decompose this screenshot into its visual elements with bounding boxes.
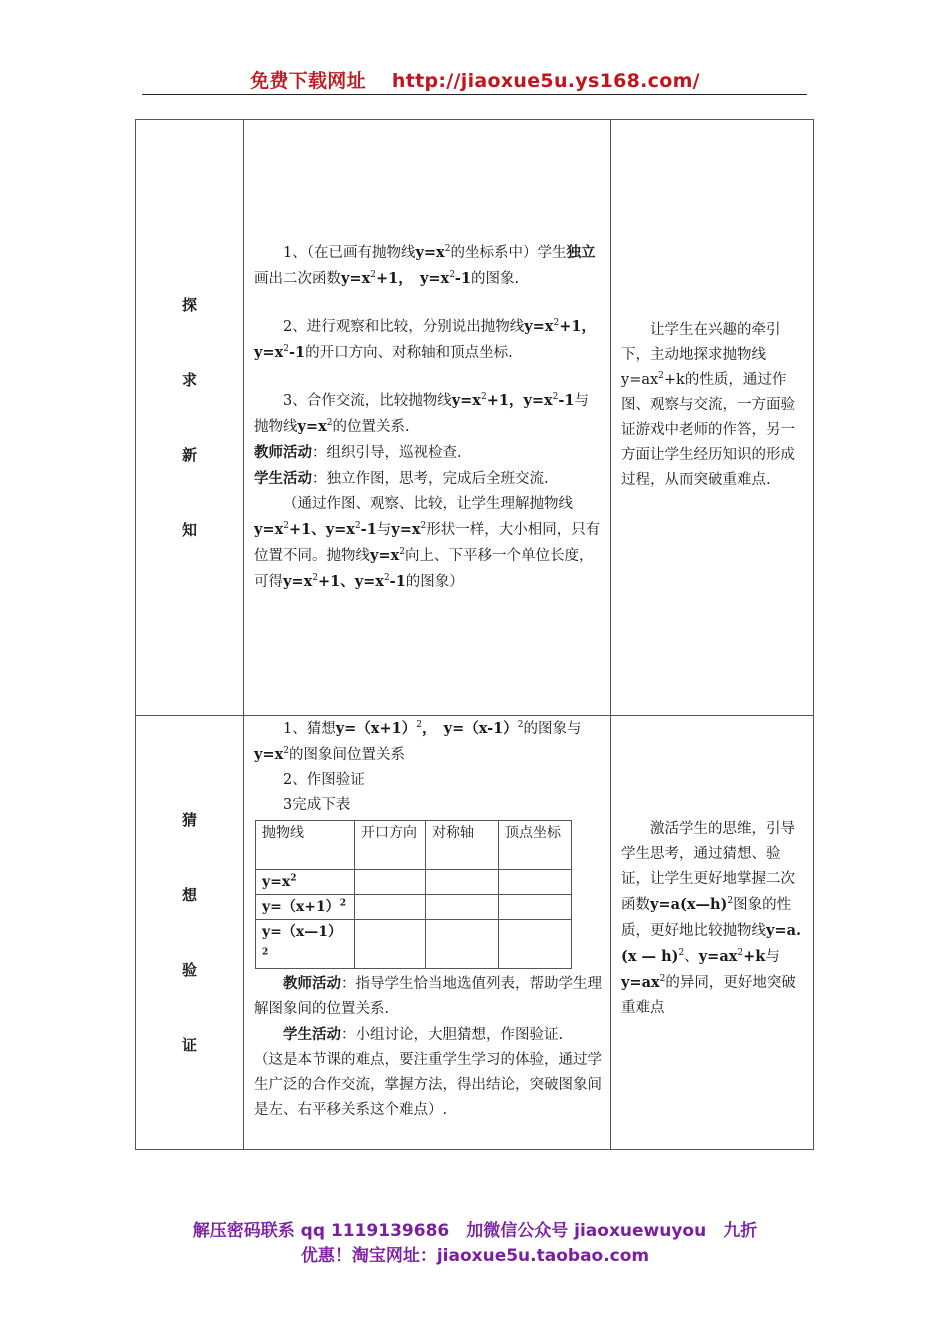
table-header: 抛物线 xyxy=(256,821,355,870)
section-guess-row xyxy=(136,716,814,1150)
parabola-table xyxy=(255,820,572,969)
teacher-activity: 教师活动：组织引导，巡视检查. xyxy=(254,444,462,461)
table-row: $y=(x+1)^2$ xyxy=(256,895,572,920)
guess-step-1: 1、猜想$y=(x+1)^2$， $y=(x-1)^2$的图象与$y=x^2$的图象间位置关系 xyxy=(254,720,582,763)
title-char: 证 xyxy=(181,1035,197,1054)
section-guess-content xyxy=(244,716,611,1150)
section-explore-note: 让学生在兴趣的牵引下，主动地探求抛物线$y=ax^2+k$的性质，通过作图、观察与交流，一方面验证游戏中老师的作答，另一方面让学生经历知识的形成过程，从而突破重难点. xyxy=(611,120,814,716)
section-guess-note: 激活学生的思维，引导学生思考，通过猜想、验证，让学生更好地掌握二次函数y=a(x—h)$^2$图象的性质，更好地比较抛物线y=a.(x — h)$^2$、$y=ax^2+k$与$y=ax^2$的异同，更好地突破重难点 xyxy=(611,716,814,1150)
header-text: 免费下载网址 xyxy=(250,70,366,92)
table-header: 开口方向 xyxy=(355,821,426,870)
title-char: 验 xyxy=(181,960,197,979)
title-char: 知 xyxy=(181,520,197,539)
footer xyxy=(0,1219,950,1269)
explore-summary: （通过作图、观察、比较，让学生理解抛物线$y=x^2+1$、$y=x^2-1$与$y=x^2$形状一样，大小相同，只有位置不同。抛物线$y=x^2$向上、下平移一个单位长度，可得$y=x^2+1$、$y=x^2-1$的图象） xyxy=(254,496,601,590)
header-divider xyxy=(142,94,807,95)
section-explore-content xyxy=(244,120,611,716)
guess-step-2: 2、作图验证 xyxy=(283,772,365,788)
guess-summary: （这是本节课的难点，要注重学生学习的体验，通过学生广泛的合作交流，掌握方法，得出结论，突破图象间是左、右平移关系这个难点）. xyxy=(254,1052,602,1118)
lesson-table xyxy=(135,119,814,1150)
title-char: 想 xyxy=(181,885,197,904)
footer-line-2[interactable]: 优惠！淘宝网址：jiaoxue5u.taobao.com xyxy=(300,1246,650,1266)
explore-step-2: 2、进行观察和比较，分别说出抛物线$y=x^2+1$，$y=x^2-1$的开口方向、对称轴和顶点坐标. xyxy=(254,318,596,361)
section-guess-title xyxy=(136,716,244,1150)
section-explore-row xyxy=(136,120,814,716)
title-char: 求 xyxy=(181,370,197,389)
table-row: $y=x^2$ xyxy=(256,870,572,895)
table-row: y=（x—1）$^2$ xyxy=(256,920,572,969)
guess-step-3: 3完成下表 xyxy=(283,797,351,813)
title-char: 新 xyxy=(181,445,197,464)
footer-line-1: 解压密码联系 qq 1119139686 加微信公众号 jiaoxuewuyou 九折 xyxy=(192,1221,758,1241)
student-activity: 学生活动：独立作图，思考，完成后全班交流. xyxy=(254,470,549,487)
title-char: 探 xyxy=(181,295,197,314)
explore-step-1: 1、（在已画有抛物线$y=x^2$的坐标系中）学生独立画出二次函数$y=x^2+1$， $y=x^2-1$的图象. xyxy=(254,244,596,287)
page-header xyxy=(0,66,950,93)
student-activity: 学生活动：小组讨论，大胆猜想，作图验证. xyxy=(283,1026,564,1043)
section-explore-title xyxy=(136,120,244,716)
table-header: 顶点坐标 xyxy=(499,821,572,870)
header-url-link[interactable]: http://jiaoxue5u.ys168.com/ xyxy=(391,70,700,92)
teacher-activity: 教师活动：指导学生恰当地选值列表，帮助学生理解图象间的位置关系. xyxy=(254,975,602,1017)
explore-step-3: 3、合作交流，比较抛物线$y=x^2+1$，$y=x^2-1$与抛物线$y=x^2$的位置关系. xyxy=(254,392,590,435)
table-header: 对称轴 xyxy=(426,821,499,870)
title-char: 猜 xyxy=(181,810,197,829)
